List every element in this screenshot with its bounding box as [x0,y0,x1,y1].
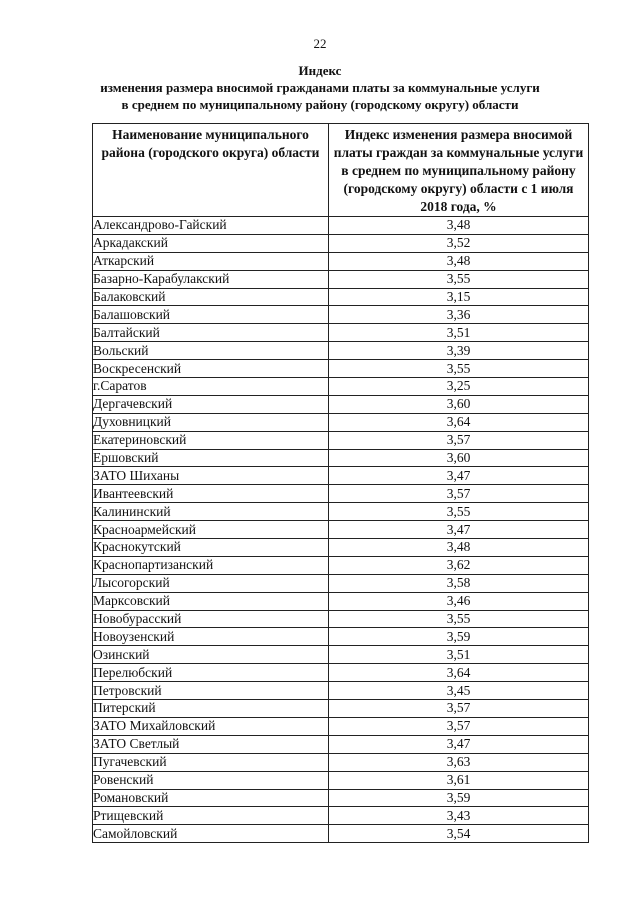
index-value-cell: 3,46 [329,592,589,610]
index-value-cell: 3,39 [329,342,589,360]
index-value-cell: 3,60 [329,395,589,413]
table-row [93,717,589,735]
district-name-cell: Вольский [93,342,329,360]
table-row [93,324,589,342]
table-row [93,735,589,753]
district-name-cell: Новобурасский [93,610,329,628]
table-row [93,342,589,360]
district-name-cell: Калининский [93,503,329,521]
district-name-cell: Краснопартизанский [93,556,329,574]
table-row [93,360,589,378]
index-value-cell: 3,59 [329,628,589,646]
table-row [93,431,589,449]
index-value-cell: 3,47 [329,521,589,539]
index-value-cell: 3,57 [329,431,589,449]
document-title-block [0,62,640,113]
index-value-cell: 3,55 [329,360,589,378]
index-table [92,123,589,843]
district-name-cell: Балаковский [93,288,329,306]
table-row [93,682,589,700]
district-name-cell: Пугачевский [93,753,329,771]
table-body [93,217,589,843]
index-value-cell: 3,55 [329,270,589,288]
table-row [93,413,589,431]
table-row [93,610,589,628]
table-row [93,556,589,574]
document-subtitle-line-2: в среднем по муниципальному району (городскому округу) области [121,97,519,112]
table-row [93,574,589,592]
table-row [93,628,589,646]
index-value-cell: 3,51 [329,646,589,664]
district-name-cell: Ивантеевский [93,485,329,503]
table-header-row [93,124,589,217]
index-value-cell: 3,36 [329,306,589,324]
district-name-cell: ЗАТО Михайловский [93,717,329,735]
district-name-cell: Духовницкий [93,413,329,431]
header-index-value: Индекс изменения размера вносимой платы граждан за коммунальные услуги в среднем по муниципальному району (городскому округу) области с 1 июля 2018 года, % [329,124,589,217]
table-row [93,270,589,288]
table-row [93,485,589,503]
district-name-cell: Аткарский [93,252,329,270]
table-row [93,395,589,413]
district-name-cell: Базарно-Карабулакский [93,270,329,288]
index-value-cell: 3,58 [329,574,589,592]
index-value-cell: 3,25 [329,378,589,396]
table-row [93,700,589,718]
index-value-cell: 3,57 [329,700,589,718]
table-row [93,807,589,825]
table-row [93,771,589,789]
table-row [93,234,589,252]
index-value-cell: 3,54 [329,825,589,843]
index-value-cell: 3,57 [329,485,589,503]
district-name-cell: Балашовский [93,306,329,324]
district-name-cell: Новоузенский [93,628,329,646]
index-value-cell: 3,52 [329,234,589,252]
district-name-cell: Петровский [93,682,329,700]
index-value-cell: 3,45 [329,682,589,700]
district-name-cell: Перелюбский [93,664,329,682]
index-value-cell: 3,51 [329,324,589,342]
index-value-cell: 3,47 [329,735,589,753]
table-row [93,306,589,324]
index-value-cell: 3,61 [329,771,589,789]
district-name-cell: Ершовский [93,449,329,467]
table-row [93,467,589,485]
index-value-cell: 3,47 [329,467,589,485]
index-value-cell: 3,60 [329,449,589,467]
district-name-cell: Александрово-Гайский [93,217,329,235]
index-value-cell: 3,48 [329,217,589,235]
district-name-cell: Самойловский [93,825,329,843]
table-row [93,789,589,807]
index-value-cell: 3,43 [329,807,589,825]
district-name-cell: Ровенский [93,771,329,789]
table-row [93,592,589,610]
table-row [93,539,589,557]
district-name-cell: Воскресенский [93,360,329,378]
table-row [93,753,589,771]
header-district-name: Наименование муниципального района (городского округа) области [93,124,329,217]
index-value-cell: 3,64 [329,413,589,431]
district-name-cell: Дергачевский [93,395,329,413]
district-name-cell: Аркадакский [93,234,329,252]
table-row [93,521,589,539]
district-name-cell: г.Саратов [93,378,329,396]
index-value-cell: 3,64 [329,664,589,682]
table-row [93,664,589,682]
table-row [93,449,589,467]
table-row [93,217,589,235]
index-value-cell: 3,48 [329,539,589,557]
district-name-cell: ЗАТО Шиханы [93,467,329,485]
table-row [93,378,589,396]
page-number: 22 [313,36,327,51]
index-value-cell: 3,59 [329,789,589,807]
district-name-cell: Лысогорский [93,574,329,592]
document-subtitle-line-1: изменения размера вносимой гражданами платы за коммунальные услуги [100,80,540,95]
district-name-cell: Красноармейский [93,521,329,539]
district-name-cell: Ртищевский [93,807,329,825]
table-row [93,503,589,521]
district-name-cell: Краснокутский [93,539,329,557]
index-value-cell: 3,55 [329,503,589,521]
district-name-cell: Балтайский [93,324,329,342]
index-value-cell: 3,55 [329,610,589,628]
index-value-cell: 3,48 [329,252,589,270]
district-name-cell: Екатериновский [93,431,329,449]
table-row [93,252,589,270]
index-value-cell: 3,62 [329,556,589,574]
index-value-cell: 3,15 [329,288,589,306]
index-value-cell: 3,57 [329,717,589,735]
district-name-cell: Романовский [93,789,329,807]
table-row [93,646,589,664]
district-name-cell: ЗАТО Светлый [93,735,329,753]
district-name-cell: Озинский [93,646,329,664]
document-title: Индекс [298,63,342,78]
table-row [93,288,589,306]
district-name-cell: Питерский [93,700,329,718]
index-value-cell: 3,63 [329,753,589,771]
table-row [93,825,589,843]
district-name-cell: Марксовский [93,592,329,610]
